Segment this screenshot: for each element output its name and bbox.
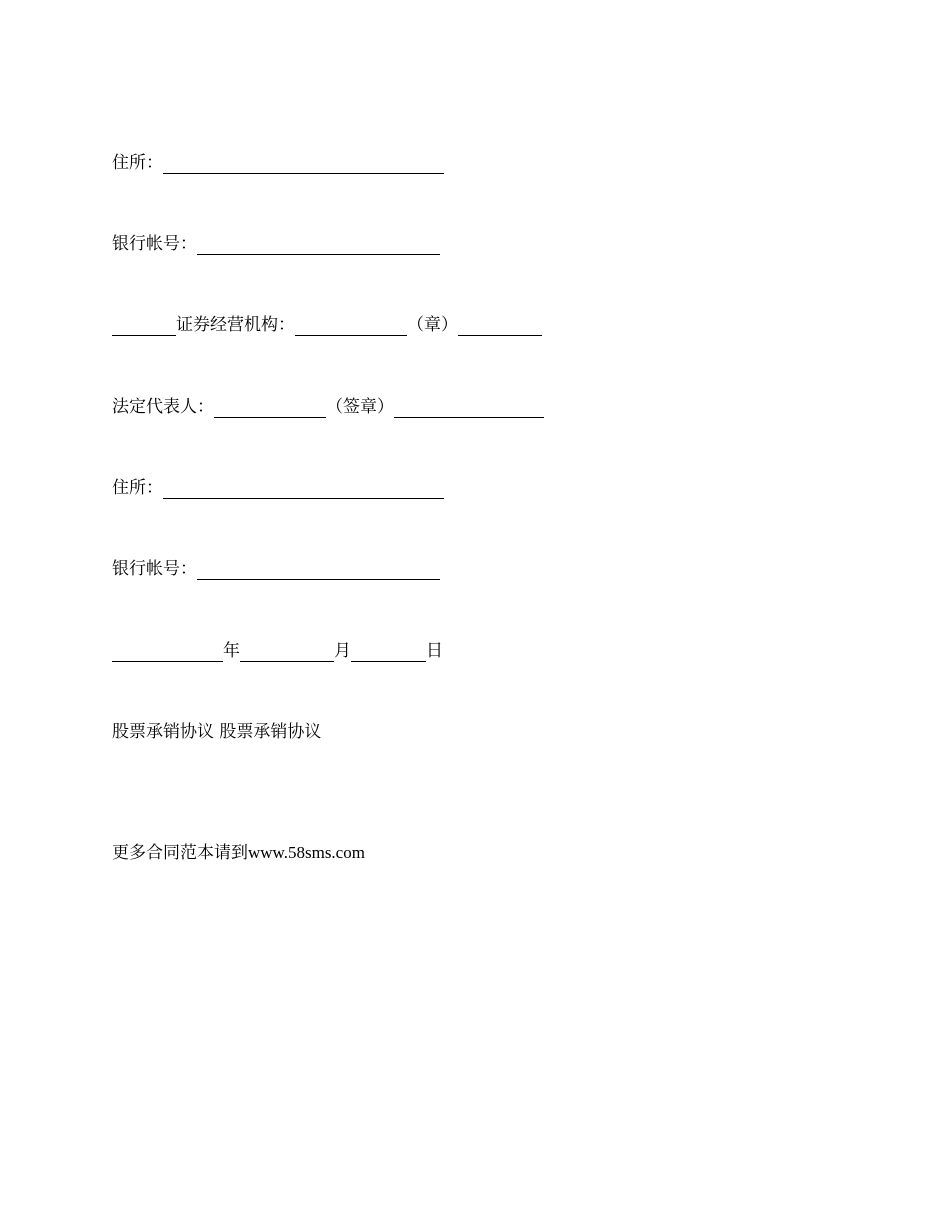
- party-a-bank-account-line: [112, 233, 440, 255]
- date-line: [112, 640, 443, 662]
- party-b-address-line: [112, 477, 444, 499]
- party-b-bank-account-line: [112, 558, 440, 580]
- agreement-title-text: 股票承销协议 股票承销协议: [112, 722, 322, 742]
- bank-account-blank[interactable]: [197, 561, 440, 580]
- day-blank[interactable]: [351, 643, 426, 662]
- year-label: 年: [223, 641, 240, 661]
- securities-agency-line: [112, 314, 542, 336]
- legal-representative-line: [112, 396, 544, 418]
- agreement-title-line: [112, 721, 321, 743]
- month-label: 月: [334, 641, 351, 661]
- signature-seal-label: （签章）: [326, 397, 394, 417]
- address-label: 住所：: [112, 153, 163, 173]
- securities-agency-label: 证券经营机构：: [176, 315, 295, 335]
- legal-representative-label: 法定代表人：: [112, 397, 214, 417]
- address-label: 住所：: [112, 478, 163, 498]
- month-blank[interactable]: [240, 643, 334, 662]
- address-blank[interactable]: [163, 480, 444, 499]
- signature-trailing-blank[interactable]: [394, 399, 544, 418]
- day-label: 日: [426, 641, 443, 661]
- footer-prefix: 更多合同范本请到: [112, 843, 248, 863]
- securities-agency-blank[interactable]: [295, 317, 407, 336]
- footer-site-link[interactable]: www.58sms.com: [248, 843, 365, 862]
- bank-account-label: 银行帐号：: [112, 559, 197, 579]
- bank-account-blank[interactable]: [197, 236, 440, 255]
- party-a-address-line: [112, 152, 444, 174]
- bank-account-label: 银行帐号：: [112, 234, 197, 254]
- footer-line: [112, 842, 365, 864]
- seal-trailing-blank[interactable]: [458, 317, 542, 336]
- address-blank[interactable]: [163, 155, 444, 174]
- legal-representative-blank[interactable]: [214, 399, 326, 418]
- seal-label: （章）: [407, 315, 458, 335]
- agency-name-blank[interactable]: [112, 317, 176, 336]
- year-blank[interactable]: [112, 643, 223, 662]
